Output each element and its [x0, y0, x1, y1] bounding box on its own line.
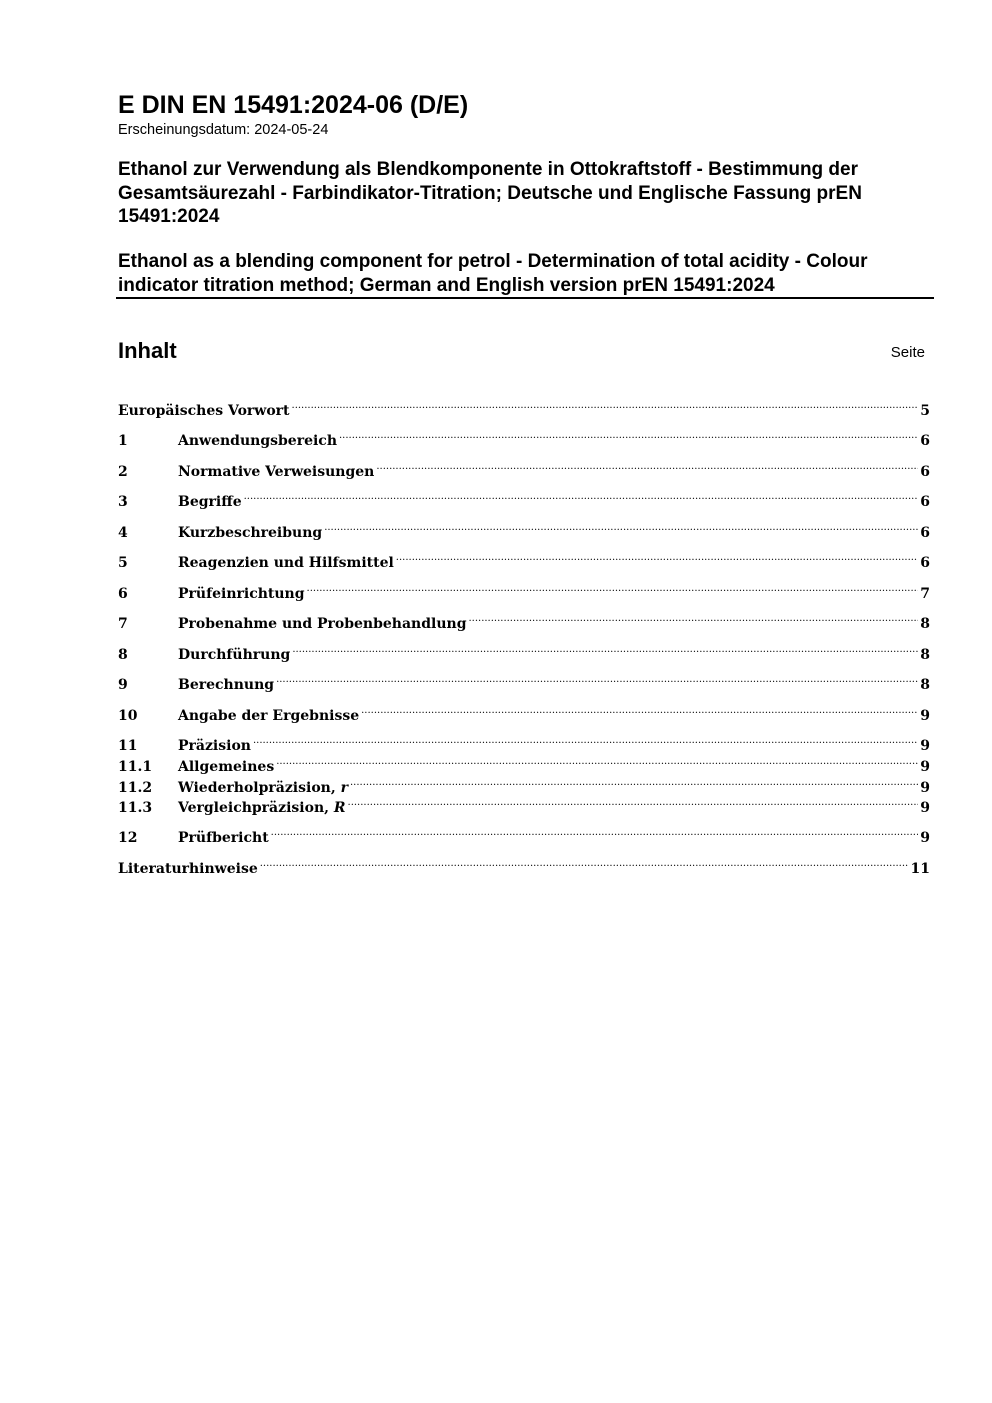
toc-leader-dots: [292, 639, 918, 659]
toc-leader-dots: [244, 486, 919, 506]
toc-entry-page: 6: [920, 464, 930, 480]
toc-entry-title: Europäisches Vorwort: [118, 403, 290, 419]
toc-entry-number: 9: [118, 677, 128, 693]
toc-leader-dots: [260, 853, 909, 873]
toc-entry-title: Begriffe: [178, 494, 242, 510]
toc-entry[interactable]: [118, 730, 930, 754]
toc-leader-dots: [307, 578, 919, 598]
toc-entry[interactable]: [118, 608, 930, 632]
toc-entry-number: 5: [118, 555, 128, 571]
toc-entry[interactable]: [118, 456, 930, 480]
publication-date: Erscheinungsdatum: 2024-05-24: [118, 122, 329, 138]
toc-entry-number: 8: [118, 647, 128, 663]
toc-entry-number: 1: [118, 433, 128, 449]
toc-entry-symbol: R: [333, 800, 346, 816]
toc-entry[interactable]: [118, 425, 930, 449]
toc-entry-page: 6: [920, 494, 930, 510]
toc-entry-title: Wiederholpräzision,: [178, 780, 336, 796]
toc-entry-page: 6: [920, 555, 930, 571]
toc-entry-number: 12: [118, 830, 138, 846]
toc-entry[interactable]: [118, 639, 930, 663]
toc-entry[interactable]: [118, 700, 930, 724]
toc-leader-dots: [253, 730, 918, 750]
toc-entry-page: 8: [920, 647, 930, 663]
toc-entry-title: Probenahme und Probenbehandlung: [178, 616, 467, 632]
toc-entry-title: Angabe der Ergebnisse: [178, 708, 360, 724]
toc-entry[interactable]: [118, 822, 930, 846]
title-divider: [116, 297, 934, 299]
toc-entry-title: Normative Verweisungen: [178, 464, 375, 480]
toc-entry-title: Reagenzien und Hilfsmittel: [178, 555, 394, 571]
toc-entry-page: 9: [920, 830, 930, 846]
toc-entry-page: 9: [920, 780, 930, 796]
toc-entry-page: 9: [920, 800, 930, 816]
toc-entry-page: 8: [920, 677, 930, 693]
toc-entry-number: 7: [118, 616, 128, 632]
toc-entry[interactable]: [118, 669, 930, 693]
toc-entry-page: 9: [920, 708, 930, 724]
toc-leader-dots: [276, 751, 918, 771]
toc-entry-number: 3: [118, 494, 128, 510]
toc-leader-dots: [276, 669, 918, 689]
document-id: E DIN EN 15491:2024-06 (D/E): [118, 91, 469, 119]
toc-leader-dots: [324, 517, 918, 537]
toc-leader-dots: [396, 547, 918, 567]
toc-entry[interactable]: [118, 547, 930, 571]
toc-entry-title: Durchführung: [178, 647, 291, 663]
toc-entry[interactable]: [118, 486, 930, 510]
toc-entry-title: Literaturhinweise: [118, 861, 258, 877]
toc-entry-title: Berechnung: [178, 677, 275, 693]
toc-entry-title: Präzision: [178, 738, 251, 754]
toc-entry[interactable]: [118, 578, 930, 602]
toc-entry[interactable]: [118, 792, 930, 816]
toc-leader-dots: [292, 395, 919, 415]
title-german: Ethanol zur Verwendung als Blendkomponente in Ottokraftstoff - Bestimmung der Gesamtsäurezahl - Farbindikator-Titration; Deutsche und Englische Fassung prEN 15491:2024: [118, 159, 862, 227]
toc-entry-number: 11.3: [118, 800, 153, 816]
toc-leader-dots: [348, 792, 919, 812]
toc-entry-page: 7: [920, 586, 930, 602]
toc-entry-number: 4: [118, 525, 128, 541]
toc-entry-page: 11: [910, 861, 930, 877]
toc-leader-dots: [271, 822, 919, 842]
toc-entry-title: Prüfbericht: [178, 830, 269, 846]
toc-entry-number: 6: [118, 586, 128, 602]
toc-entry-title: Vergleichpräzision,: [178, 800, 329, 816]
toc-leader-dots: [339, 425, 918, 445]
toc-entry-title: Allgemeines: [178, 759, 275, 775]
toc-heading: Inhalt: [118, 338, 177, 363]
toc-leader-dots: [468, 608, 918, 628]
toc-entry[interactable]: [118, 395, 930, 419]
toc-leader-dots: [361, 700, 918, 720]
toc-entry[interactable]: [118, 751, 930, 775]
toc-entry-page: 8: [920, 616, 930, 632]
toc-entry-number: 11.1: [118, 759, 153, 775]
toc-entry-symbol: r: [340, 780, 348, 796]
toc-entry-number: 11.2: [118, 780, 153, 796]
toc-entry-title-wrap: [178, 798, 348, 818]
toc-entry-page: 9: [920, 738, 930, 754]
toc-entry-number: 2: [118, 464, 128, 480]
toc-entry-title: Anwendungsbereich: [178, 433, 337, 449]
toc-entry[interactable]: [118, 517, 930, 541]
toc-entry-page: 6: [920, 433, 930, 449]
toc-leader-dots: [376, 456, 918, 476]
toc-entry-title: Kurzbeschreibung: [178, 525, 323, 541]
toc-entry-page: 9: [920, 759, 930, 775]
toc-entry-page: 5: [920, 403, 930, 419]
toc-entry-number: 11: [118, 738, 138, 754]
toc-leader-dots: [350, 772, 918, 792]
toc-page-label: Seite: [890, 344, 925, 361]
title-english: Ethanol as a blending component for petrol - Determination of total acidity - Colour indicator titration method; German and English version prEN 15491:2024: [118, 251, 868, 296]
toc-entry[interactable]: [118, 772, 930, 796]
toc-entry[interactable]: [118, 853, 930, 877]
toc-entry-page: 6: [920, 525, 930, 541]
toc-entry-number: 10: [118, 708, 138, 724]
toc-entry-title: Prüfeinrichtung: [178, 586, 305, 602]
